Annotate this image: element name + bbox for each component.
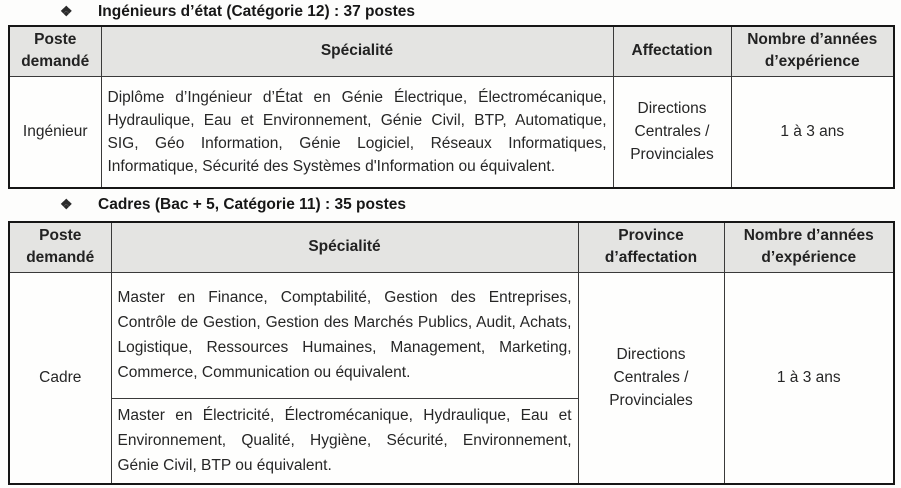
ingenieurs-table-header [9, 26, 894, 76]
cell-experience-cadre: 1 à 3 ans [724, 272, 894, 484]
ingenieurs-table [8, 25, 895, 189]
cadres-table-header [9, 222, 894, 272]
section-heading-cadres-text: Cadres (Bac + 5, Catégorie 11) : 35 postes [98, 196, 406, 213]
table-header-row [9, 222, 894, 272]
col-header-specialite: Spécialité [111, 222, 578, 272]
section-heading-cadres [8, 195, 893, 214]
cell-poste-cadre: Cadre [9, 272, 111, 484]
col-header-experience: Nombre d’années d’expérience [731, 26, 894, 76]
col-header-province-affectation: Province d’affectation [578, 222, 724, 272]
table-row [9, 76, 894, 188]
cadres-table-body [9, 272, 894, 484]
section-heading-ingenieurs-text: Ingénieurs d’état (Catégorie 12) : 37 postes [98, 3, 415, 20]
table-row [9, 272, 894, 398]
col-header-poste-demande: Poste demandé [9, 26, 101, 76]
cell-specialite-ingenieur: Diplôme d’Ingénieur d’État en Génie Électrique, Électromécanique, Hydraulique, Eau et Environnement, Génie Civil, BTP, Automatique, SIG, Géo Information, Génie Logiciel, Réseaux Informatiques, Informatique, Sécurité des Systèmes d'Information ou équivalent. [101, 76, 613, 188]
section-heading-ingenieurs [8, 2, 893, 21]
cell-experience-ingenieur: 1 à 3 ans [731, 76, 894, 188]
cell-affectation-ingenieur: Directions Centrales / Provinciales [613, 76, 731, 188]
col-header-affectation: Affectation [613, 26, 731, 76]
cell-poste-ingenieur: Ingénieur [9, 76, 101, 188]
table-header-row [9, 26, 894, 76]
diamond-bullet-icon: ❖ [60, 3, 73, 19]
col-header-experience: Nombre d’années d’expérience [724, 222, 894, 272]
diamond-bullet-icon: ❖ [60, 196, 73, 212]
cadres-table [8, 221, 895, 485]
ingenieurs-table-body [9, 76, 894, 188]
cell-specialite-master-technique: Master en Électricité, Électromécanique, Hydraulique, Eau et Environnement, Qualité, Hygiène, Sécurité, Environnement, Génie Civil, BTP ou équivalent. [111, 398, 578, 484]
cell-specialite-master-gestion: Master en Finance, Comptabilité, Gestion des Entreprises, Contrôle de Gestion, Gestion des Marchés Publics, Audit, Achats, Logistique, Ressources Humaines, Management, Marketing, Commerce, Communication ou équivalent. [111, 272, 578, 398]
col-header-specialite: Spécialité [101, 26, 613, 76]
cell-affectation-cadre: Directions Centrales / Provinciales [578, 272, 724, 484]
col-header-poste-demande: Poste demandé [9, 222, 111, 272]
